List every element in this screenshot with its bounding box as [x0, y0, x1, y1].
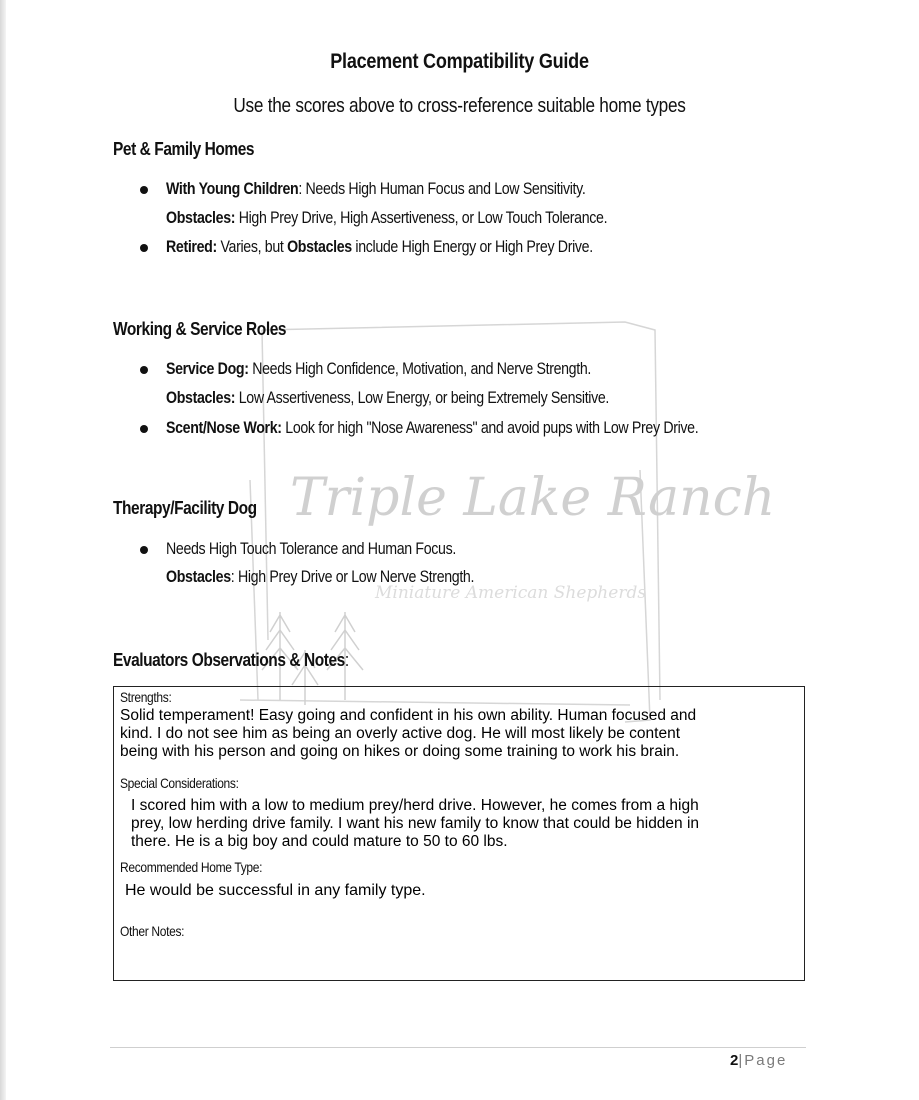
section-heading-therapy: Therapy/Facility Dog — [113, 498, 257, 518]
footer-divider — [110, 1047, 806, 1048]
list-item-obstacles — [166, 389, 609, 408]
page-footer — [730, 1052, 787, 1069]
section-heading-pet-family: Pet & Family Homes — [113, 139, 255, 159]
section-heading-working-service: Working & Service Roles — [113, 319, 287, 339]
notes-heading-colon: : — [344, 650, 349, 670]
page-separator: | — [738, 1052, 745, 1069]
obstacles-text: High Prey Drive, High Assertiveness, or Low Touch Tolerance. — [235, 209, 608, 227]
list-item — [166, 360, 591, 379]
list-item — [166, 540, 456, 559]
item-text: Needs High Touch Tolerance and Human Focus. — [166, 540, 456, 558]
notes-heading — [113, 650, 349, 671]
recommended-home-text[interactable]: He would be successful in any family type. — [125, 882, 426, 899]
item-text: Look for high "Nose Awareness" and avoid pups with Low Prey Drive. — [281, 419, 699, 437]
item-text: Varies, but — [216, 238, 288, 256]
item-label: With Young Children — [166, 180, 299, 198]
other-notes-label: Other Notes: — [120, 923, 185, 939]
strengths-line: being with his person and going on hikes or doing some training to work his brain. — [120, 743, 680, 760]
special-line: prey, low herding drive family. I want his new family to know that could be hidden in — [131, 815, 700, 832]
strengths-line: Solid temperament! Easy going and confident in his own ability. Human focused and — [120, 707, 697, 724]
list-item-obstacles — [166, 209, 607, 228]
strengths-label: Strengths: — [120, 689, 172, 705]
special-considerations-label: Special Considerations: — [120, 775, 239, 791]
special-line: I scored him with a low to medium prey/herd drive. However, he comes from a high — [131, 797, 699, 814]
item-label: Service Dog: — [166, 360, 249, 378]
strengths-text[interactable] — [120, 707, 696, 761]
item-label: Retired: — [166, 238, 217, 256]
item-text: Needs High Confidence, Motivation, and Nerve Strength. — [248, 360, 591, 378]
page-number: 2 — [730, 1052, 739, 1069]
item-label: Scent/Nose Work: — [166, 419, 282, 437]
bullet-icon — [140, 186, 148, 194]
notes-heading-text: Evaluators Observations & Notes — [113, 650, 345, 670]
obstacles-text: Low Assertiveness, Low Energy, or being Extremely Sensitive. — [235, 389, 610, 407]
page-title: Placement Compatibility Guide — [330, 50, 589, 73]
recommended-home-label: Recommended Home Type: — [120, 859, 263, 875]
watermark-text: Triple Lake Ranch — [290, 468, 776, 528]
obstacles-label: Obstacles: — [166, 209, 236, 227]
list-item-obstacles — [166, 568, 474, 587]
bullet-icon — [140, 366, 148, 374]
list-item — [166, 180, 585, 199]
list-item — [166, 238, 593, 257]
strengths-line: kind. I do not see him as being an overly active dog. He will most likely be content — [120, 725, 681, 742]
bullet-icon — [140, 546, 148, 554]
obstacles-label: Obstacles — [287, 238, 352, 256]
obstacles-label: Obstacles — [166, 568, 231, 586]
page-subtitle: Use the scores above to cross-reference suitable home types — [233, 95, 686, 117]
watermark-subtext: Miniature American Shepherds — [375, 583, 647, 603]
special-line: there. He is a big boy and could mature to 50 to 60 lbs. — [131, 833, 508, 850]
special-considerations-text[interactable] — [131, 797, 699, 851]
page-word: Page — [744, 1052, 788, 1069]
obstacles-text: : High Prey Drive or Low Nerve Strength. — [230, 568, 475, 586]
obstacles-text: include High Energy or High Prey Drive. — [351, 238, 593, 256]
page-edge — [0, 0, 6, 1100]
obstacles-label: Obstacles: — [166, 389, 236, 407]
list-item — [166, 419, 698, 438]
bullet-icon — [140, 244, 148, 252]
item-text: : Needs High Human Focus and Low Sensitivity. — [298, 180, 586, 198]
bullet-icon — [140, 425, 148, 433]
